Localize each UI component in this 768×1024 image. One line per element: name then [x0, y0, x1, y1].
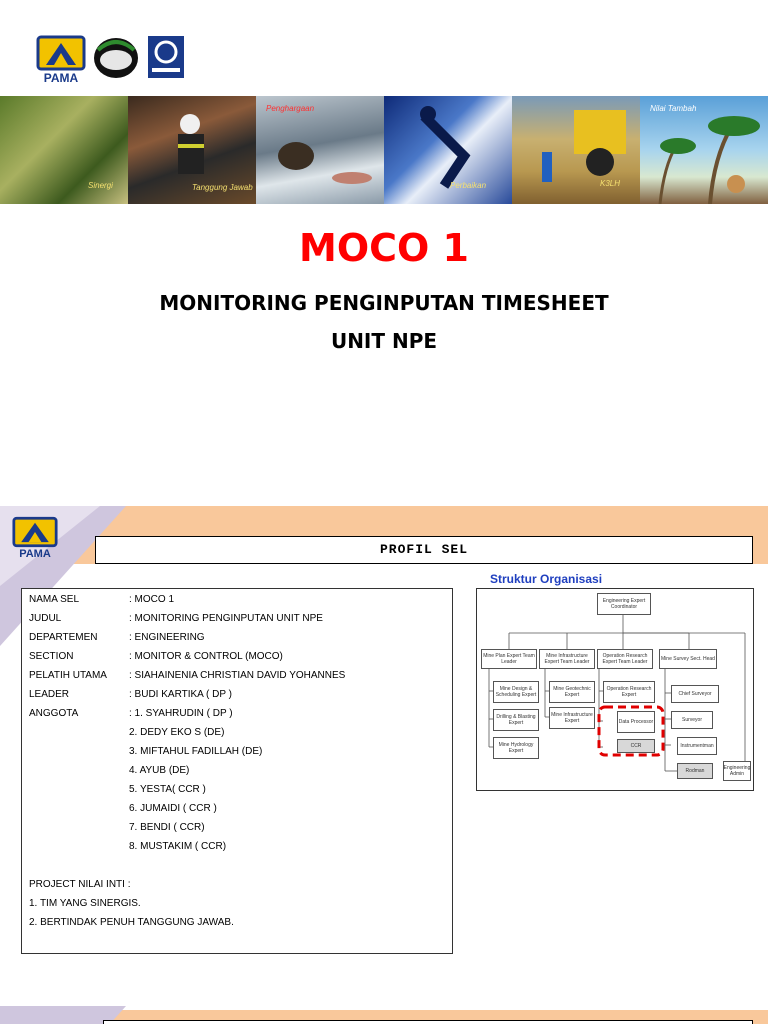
- org-node: Mine Hydrology Expert: [493, 737, 539, 759]
- field-value: : SIAHAINENIA CHRISTIAN DAVID YOHANNES: [129, 670, 346, 681]
- field-key: PELATIH UTAMA: [29, 670, 107, 681]
- banner-panel-perbaikan: [384, 96, 512, 204]
- banner-panel-penghargaan: [256, 96, 384, 204]
- slide-separator: [0, 440, 768, 506]
- org-node: Rodman: [677, 763, 713, 779]
- field-value: : 1. SYAHRUDIN ( DP ): [129, 708, 233, 719]
- org-node-lead: Mine Survey Sect. Head: [659, 649, 717, 669]
- banner-caption: Sinergi: [88, 181, 113, 190]
- org-node-admin: Engineering Admin: [723, 761, 751, 781]
- nilai-inti-item: 1. TIM YANG SINERGIS.: [29, 898, 141, 909]
- org-node-lead: Operation Research Expert Team Leader: [597, 649, 653, 669]
- field-key: LEADER: [29, 689, 70, 700]
- title-slide: [0, 0, 768, 440]
- org-structure-title: Struktur Organisasi: [490, 572, 603, 586]
- field-value: : BUDI KARTIKA ( DP ): [129, 689, 232, 700]
- org-node: Surveyor: [671, 711, 713, 729]
- mining-for-pama-logo: [92, 34, 140, 85]
- photo-banner: [0, 96, 768, 204]
- org-node: Operation Research Expert: [603, 681, 655, 703]
- org-node: Instrumentman: [677, 737, 717, 755]
- nilai-inti-item: 2. BERTINDAK PENUH TANGGUNG JAWAB.: [29, 917, 234, 928]
- pama-logo-small: [12, 516, 58, 566]
- profil-sel-header: PROFIL SEL: [95, 536, 753, 564]
- field-key: NAMA SEL: [29, 594, 80, 605]
- member-item: 3. MIFTAHUL FADILLAH (DE): [129, 746, 263, 757]
- org-node: Mine Geotechnic Expert: [549, 681, 595, 703]
- member-item: 5. YESTA( CCR ): [129, 784, 206, 795]
- member-item: 4. AYUB (DE): [129, 765, 190, 776]
- org-node-ccr: CCR: [617, 739, 655, 753]
- banner-panel-sinergi: [0, 96, 128, 204]
- banner-caption: Nilai Tambah: [650, 104, 697, 113]
- org-node-lead: Mine Infrastructure Expert Team Leader: [539, 649, 595, 669]
- org-node-data-processor: Data Processor: [617, 711, 655, 733]
- org-node: Mine Infrastructure Expert: [549, 707, 595, 729]
- org-chart: [476, 588, 754, 791]
- member-item: 8. MUSTAKIM ( CCR): [129, 841, 227, 852]
- pama-logo: [36, 35, 86, 85]
- org-node: Chief Surveyor: [671, 685, 719, 703]
- pama-logo-small-text: PAMA: [19, 548, 51, 560]
- banner-caption: Penghargaan: [266, 104, 315, 113]
- field-key: JUDUL: [29, 613, 62, 624]
- field-key: ANGGOTA: [29, 708, 79, 719]
- member-item: 2. DEDY EKO S (DE): [129, 727, 225, 738]
- org-node: Drilling & Blasting Expert: [493, 709, 539, 731]
- field-key: SECTION: [29, 651, 74, 662]
- member-item: 6. JUMAIDI ( CCR ): [129, 803, 217, 814]
- banner-panel-tanggung-jawab: [128, 96, 256, 204]
- field-value: : MONITORING PENGINPUTAN UNIT NPE: [129, 613, 323, 624]
- profile-slide: [0, 506, 768, 1006]
- subtitle-line2: UNIT NPE: [330, 329, 438, 353]
- org-node-lead: Mine Plan Expert Team Leader: [481, 649, 537, 669]
- next-slide-header-bar: [103, 1020, 753, 1024]
- pama-logo-text: PAMA: [43, 70, 79, 85]
- subtitle-line1: MONITORING PENGINPUTAN TIMESHEET: [159, 291, 609, 315]
- banner-panel-k3lh: [512, 96, 640, 204]
- profile-info-box: [21, 588, 453, 954]
- anniversary-logo: [146, 34, 186, 85]
- field-value: : MONITOR & CONTROL (MOCO): [129, 651, 283, 662]
- banner-caption: K3LH: [600, 179, 621, 188]
- slide-title: MOCO 1: [299, 226, 469, 270]
- field-key: DEPARTEMEN: [29, 632, 98, 643]
- member-item: 7. BENDI ( CCR): [129, 822, 205, 833]
- field-value: : MOCO 1: [129, 594, 175, 605]
- nilai-inti-title: PROJECT NILAI INTI :: [29, 879, 131, 890]
- banner-caption: Perbaikan: [450, 181, 487, 190]
- field-value: : ENGINEERING: [129, 632, 205, 643]
- next-slide-partial: [0, 1006, 768, 1024]
- logo-group: [36, 34, 186, 85]
- org-node-coordinator: Engineering Expert Coordinator: [597, 593, 651, 615]
- banner-panel-nilai-tambah: [640, 96, 768, 204]
- banner-caption: Tanggung Jawab: [192, 183, 253, 192]
- org-node: Mine Design & Scheduling Expert: [493, 681, 539, 703]
